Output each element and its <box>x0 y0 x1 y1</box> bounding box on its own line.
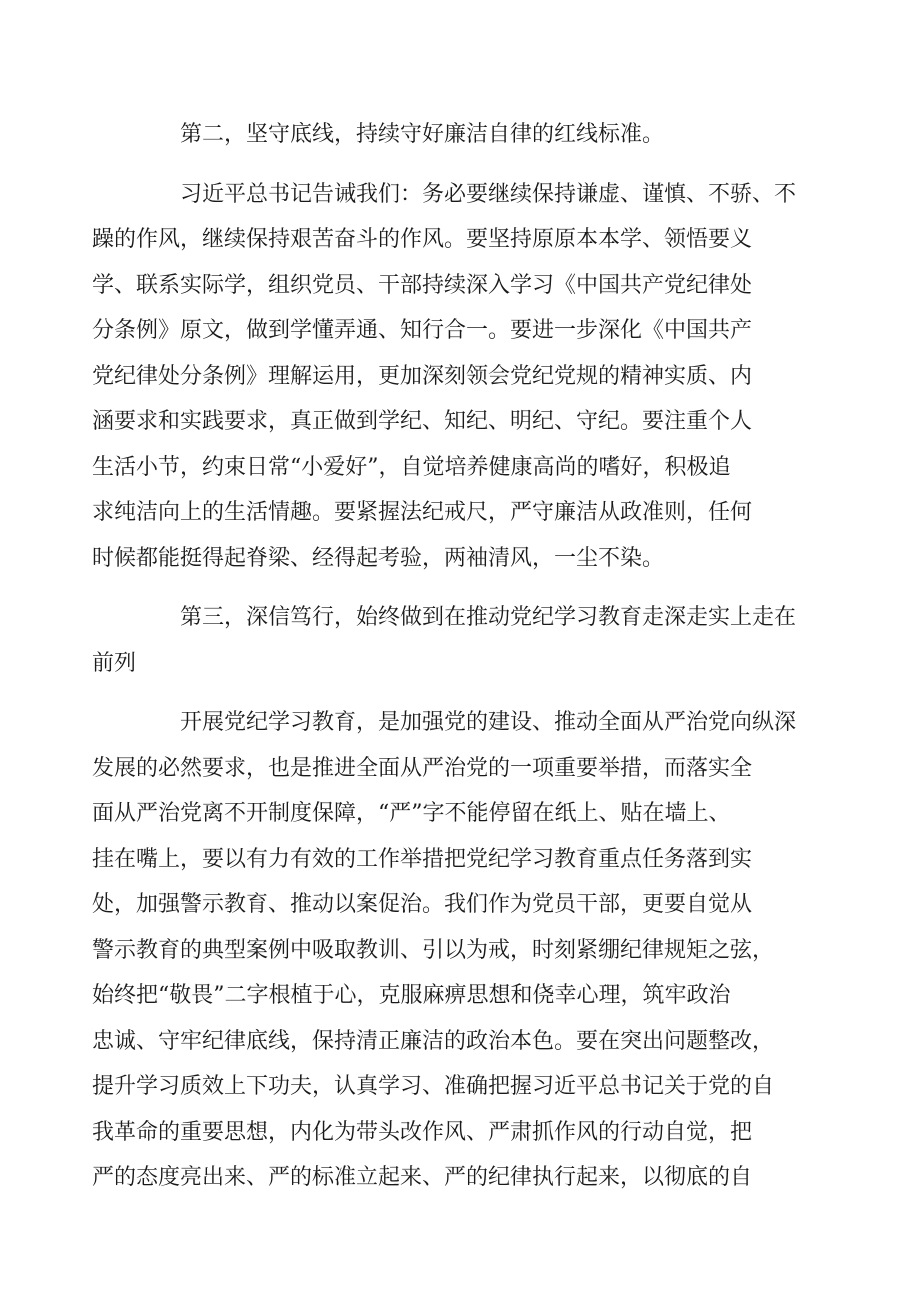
paragraph-line: 躁的作风，继续保持艰苦奋斗的作风。要坚持原原本本学、领悟要义 <box>92 227 753 252</box>
heading-line: 前列 <box>92 650 137 676</box>
paragraph-line: 分条例》原文，做到学懂弄通、知行合一。要进一步深化《中国共产 <box>92 318 753 343</box>
paragraph-line: 始终把“敬畏”二字根植于心，克服麻痹思想和侥幸心理，筑牢政治 <box>92 983 731 1008</box>
paragraph-line: 学、联系实际学，组织党员、干部持续深入学习《中国共产党纪律处 <box>92 272 753 298</box>
paragraph-line: 处，加强警示教育、推动以案促治。我们作为党员干部，更要自觉从 <box>92 892 753 917</box>
paragraph-line: 习近平总书记告诫我们：务必要继续保持谦虚、谨慎、不骄、不 <box>180 181 797 207</box>
paragraph-line: 涵要求和实践要求，真正做到学纪、知纪、明纪、守纪。要注重个人 <box>92 409 753 434</box>
paragraph-3 <box>92 700 797 1201</box>
paragraph-line: 发展的必然要求，也是推进全面从严治党的一项重要举措，而落实全 <box>92 755 753 781</box>
paragraph-line: 警示教育的典型案例中吸取教训、引以为戒，时刻紧绷纪律规矩之弦， <box>92 937 775 963</box>
paragraph-line: 开展党纪学习教育，是加强党的建设、推动全面从严治党向纵深 <box>180 710 797 735</box>
document-body <box>92 112 797 1215</box>
paragraph-line: 忠诚、守牢纪律底线，保持清正廉洁的政治本色。要在突出问题整改， <box>92 1028 775 1054</box>
paragraph-line: 提升学习质效上下功夫，认真学习、准确把握习近平总书记关于党的自 <box>92 1074 775 1099</box>
heading-line: 第三，深信笃行，始终做到在推动党纪学习教育走深走实上走在 <box>180 605 797 630</box>
paragraph-line: 党纪律处分条例》理解运用，更加深刻领会党纪党规的精神实质、内 <box>92 363 753 389</box>
paragraph-line: 面从严治党离不开制度保障，“严”字不能停留在纸上、贴在墙上、 <box>92 801 731 826</box>
paragraph-line: 我革命的重要思想，内化为带头改作风、严肃抓作风的行动自觉，把 <box>92 1119 753 1145</box>
paragraph-line: 求纯洁向上的生活情趣。要紧握法纪戒尺，严守廉洁从政准则，任何 <box>92 500 753 525</box>
paragraph-line: 严的态度亮出来、严的标准立起来、严的纪律执行起来，以彻底的自 <box>92 1165 753 1190</box>
paragraph-2 <box>92 172 797 582</box>
paragraph-line: 挂在嘴上，要以有力有效的工作举措把党纪学习教育重点任务落到实 <box>92 846 753 872</box>
paragraph-line: 时候都能挺得起脊梁、经得起考验，两袖清风，一尘不染。 <box>92 545 665 571</box>
section-heading-3 <box>92 595 797 686</box>
paragraph-line: 生活小节，约束日常“小爱好”，自觉培养健康高尚的嗜好，积极追 <box>92 454 731 480</box>
section-heading-2: 第二，坚守底线，持续守好廉洁自律的红线标准。 <box>180 122 665 147</box>
